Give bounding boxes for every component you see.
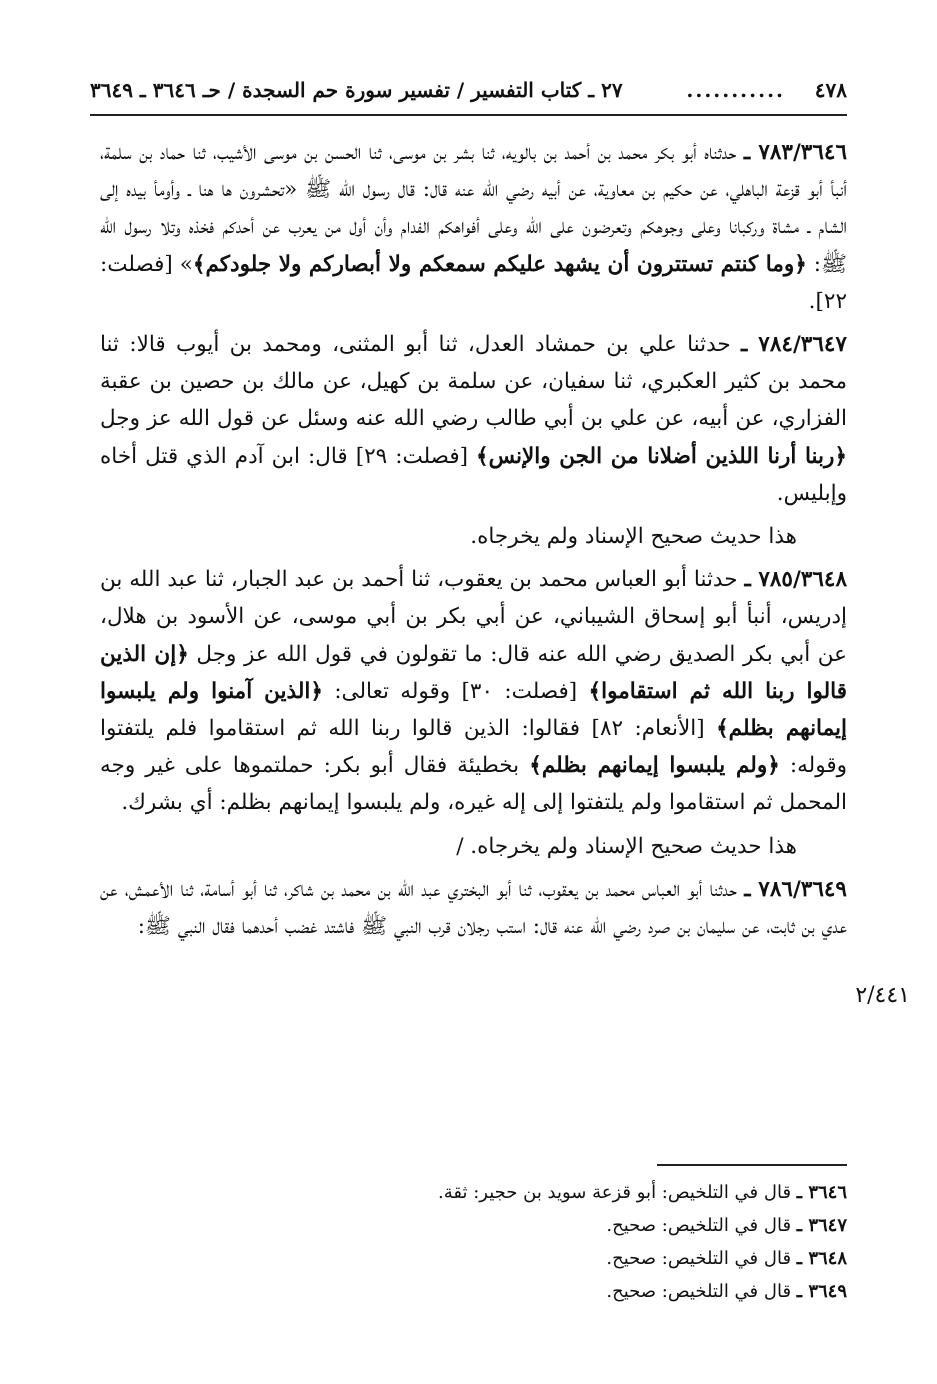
text-segment: [الأنعام: ٨٢] فقالوا: الذين قالوا ربنا الله ثم استقاموا فلم يلتفتوا وقوله: (100, 716, 847, 779)
page-number: ٤٧٨ (814, 78, 847, 102)
quran-verse: ﴿وما كنتم تستترون أن يشهد عليكم سمعكم ولا أبصاركم ولا جلودكم﴾ (192, 251, 807, 277)
footnotes (347, 1176, 847, 1308)
running-title: ٢٧ ـ كتاب التفسير / تفسير سورة حم السجدة / حـ ٣٦٤٦ ـ ٣٦٤٩ (90, 78, 623, 102)
footnote-number: ٣٦٤٩ ـ (796, 1281, 847, 1302)
footnote (347, 1275, 847, 1308)
footnote-number: ٣٦٤٦ ـ (796, 1182, 847, 1203)
hadith-paragraph (100, 134, 847, 320)
footnote-divider (657, 1164, 847, 1166)
header-dots: ........... (686, 78, 785, 102)
text-segment: حدثنا أبو العباس محمد بن يعقوب، ثنا أحمد بن عبد الجبار، ثنا عبد الله بن إدريس، أنبأ أبو إسحاق الشيباني، عن أبي بكر بن أبي موسى، عن الأسود بن هلال، عن أبي بكر الصديق رضي الله عنه قال: ما تقولون في قول الله عز وجل (100, 567, 847, 667)
text-segment: [فصلت: ٣٠] وقوله تعالى: (322, 678, 589, 704)
quran-verse: ﴿ربنا أرنا اللذين أضلانا من الجن والإنس﴾ (476, 443, 848, 469)
text-segment: حدثناه أبو بكر محمد بن أحمد بن بالويه، ثنا بشر بن موسى، ثنا الحسن بن موسى الأشيب، ثنا حماد بن سلمة، أنبأ أبو قزعة الباهلي، عن حكيم بن معاوية، عن أبيه رضي الله عنه قال: قال رسول الله ﷺ «تحشرون ها هنا ـ وأومأ بيده إلى الشام ـ مشاة وركبانا وعلى وجوهكم وتعرضون على الله وعلى أفواهكم الفدام وأن أول من يعرب عن أحدكم فخذه وتلا رسول الله ﷺ: (100, 140, 847, 277)
text-segment: هذا حديث صحيح الإسناد ولم يخرجاه. / (456, 833, 797, 859)
page-header (90, 74, 847, 116)
footnote-text: قال في التلخيص: صحيح. (606, 1281, 797, 1302)
footnote (347, 1242, 847, 1275)
hadith-number: ٧٨٦/٣٦٤٩ ـ (744, 876, 847, 902)
hadith-number: ٧٨٤/٣٦٤٧ ـ (741, 332, 847, 358)
grading-note (100, 828, 847, 865)
footnote-number: ٣٦٤٧ ـ (796, 1215, 847, 1236)
main-text (100, 134, 847, 951)
text-segment: » [فصلت: ٢٢]. (100, 251, 847, 314)
grading-note (100, 518, 847, 555)
text-segment: حدثنا علي بن حمشاد العدل، ثنا أبو المثنى، ومحمد بن أيوب قالا: ثنا محمد بن كثير العكبري، ثنا سفيان، عن سلمة بن كهيل، عن مالك بن حصين بن عقبة الفزاري، عن أبيه، عن علي بن أبي طالب رضي الله عنه وسئل عن قول الله عز وجل (100, 332, 847, 432)
footnote-text: قال في التلخيص: أبو قزعة سويد بن حجير: ثقة. (438, 1182, 797, 1203)
quran-verse: ﴿إن الذين قالوا ربنا الله ثم استقاموا﴾ (100, 641, 848, 704)
margin-reference: ٢/٤٤١ (855, 983, 910, 1008)
quran-verse: ﴿الذين آمنوا ولم يلبسوا إيمانهم بظلم﴾ (100, 678, 847, 742)
hadith-number: ٧٨٣/٣٦٤٦ ـ (743, 140, 847, 165)
footnote-number: ٣٦٤٨ ـ (796, 1248, 847, 1269)
footnote-text: قال في التلخيص: صحيح. (606, 1215, 797, 1236)
text-segment: حدثنا أبو العباس محمد بن يعقوب، ثنا أبو البختري عبد الله بن محمد بن شاكر، ثنا أبو أسامة، ثنا الأعمش، عن عدي بن ثابت، عن سليمان بن صرد رضي الله عنه قال: استب رجلان قرب النبي ﷺ فاشتد غضب أحدهما فقال النبي ﷺ: (100, 876, 847, 940)
quran-verse: ﴿ولم يلبسوا إيمانهم بظلم﴾ (529, 753, 780, 779)
footnote-text: قال في التلخيص: صحيح. (606, 1248, 797, 1269)
footnote (347, 1209, 847, 1242)
hadith-paragraph (100, 326, 847, 512)
text-segment: هذا حديث صحيح الإسناد ولم يخرجاه. (470, 524, 797, 550)
text-segment: [فصلت: ٢٩] قال: ابن آدم الذي قتل أخاه وإبليس. (100, 443, 847, 506)
text-segment: بخطيئة فقال أبو بكر: حملتموها على غير وجه المحمل ثم استقاموا ولم يلتفتوا إلى إله غيره، ولم يلبسوا إيمانهم بظلم: أي بشرك. (100, 753, 847, 816)
hadith-paragraph (100, 871, 847, 945)
hadith-paragraph (100, 561, 847, 821)
footnote (347, 1176, 847, 1209)
hadith-number: ٧٨٥/٣٦٤٨ ـ (744, 567, 847, 593)
